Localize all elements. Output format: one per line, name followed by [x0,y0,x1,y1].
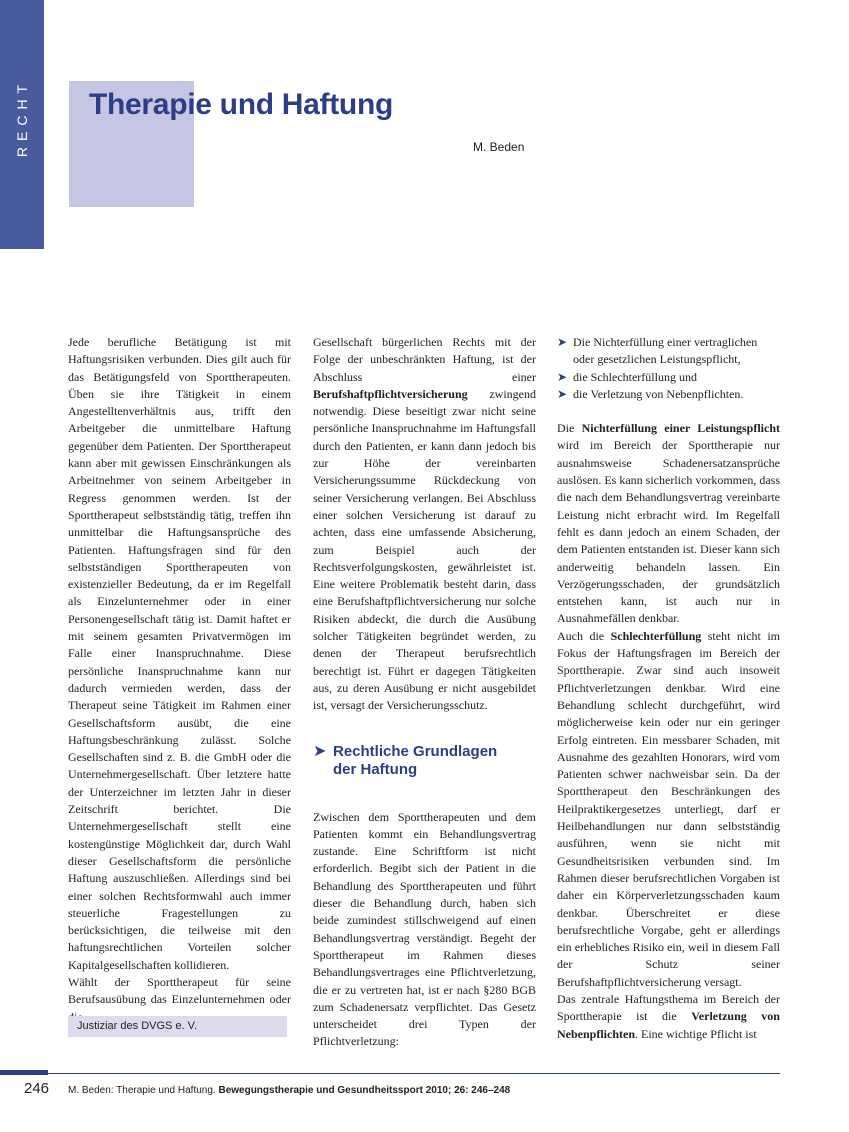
column-2 [313,334,536,1051]
column-1 [68,334,291,1026]
bold-term: Verletzung von Nebenpflichten [557,1009,780,1041]
arrow-bullet-icon: ➤ [557,335,568,349]
paragraph: Zwischen dem Sporttherapeuten und dem Patienten kommt ein Behandlungsvertrag zustande. Eine Schriftform ist nicht erforderlich. Begibt sich der Patient in die Behandlung des Sporttherapeuten und führt dieser die Behandlung durch, haben sich beide zumindest stillschweigend auf einen Behandlungsvertrag verständigt. Begeht der Sporttherapeut im Rahmen dieses Behandlungsvertrages eine Pflichtverletzung, die er zu vertreten hat, ist er nach §280 BGB zum Schadenersatz verpflichtet. Das Gesetz unterscheidet drei Typen der Pflichtverletzung: [313,809,536,1049]
footer-rule-accent [0,1070,48,1075]
section-heading-line-2: der Haftung [333,760,418,778]
paragraph: Auch die Schlechterfüllung steht nicht im Fokus der Haftungsfragen im Bereich der Sporttherapie. Zwar sind auch insoweit Pflichtverletzungen denkbar. Wird eine Behandlung schlecht durchgeführt, wird möglicherweise kein oder nur ein geringer Erfolg eintreten. Ein messbarer Schaden, mit Ausnahme des gezahlten Honorars, wird vom Patienten schwer nachweisbar sein. Da der Sporttherapeut den Beschränkungen des Heilpraktikergesetzes unterliegt, darf er Heilbehandlungen nur dann selbstständig ausführen, wenn sie nicht mit Gesundheitsrisiken verbunden sind. Im Rahmen dieser berufsrechtlichen Vorgaben ist daher ein Körperverletzungsschaden kaum denkbar. Überschreitet er diese berufsrechtliche Vorgabe, geht er allerdings ein erhebliches Risiko ein, weil in diesem Fall der Schutz seiner Berufshaftpflichtversicherung versagt. [557,628,780,989]
list-item: ➤ die Schlechterfüllung und [557,369,780,386]
arrow-bullet-icon: ➤ [557,386,568,401]
list-item: ➤ Die Nichterfüllung einer vertraglichen oder gesetzlichen Leistungspflicht, [557,335,758,367]
page-number: 246 [24,1080,50,1097]
author-affiliation: Justiziar des DVGS e. V. [68,1016,287,1037]
paragraph: Das zentrale Haftungsthema im Bereich der Sporttherapie ist die Verletzung von Nebenpflichten. Eine wichtige Pflicht ist [557,991,780,1041]
paragraph: Gesellschaft bürgerlichen Rechts mit der Folge der unbeschränkten Haftung, ist der Abschluss einer Berufshaftpflichtversicherung zwingend notwendig. Diese beseitigt zwar nicht seine persönliche Inanspruchnahme im Haftungsfall durch den Patienten, er kann dann jedoch bis zur Höhe der vereinbarten Versicherungssumme Rückdeckung von seiner Versicherung verlangen. Bei Abschluss einer solchen Versicherung ist darauf zu achten, dass eine umfassende Absicherung, zum Beispiel auch der Rechtsverfolgungskosten, gewährleistet ist. Eine weitere Problematik besteht darin, dass eine Berufshaftpflichtversicherung nur solche Risiken abdeckt, die durch die Ausübung solcher Tätigkeiten begründet werden, zu denen der Therapeut berufsrechtlich berechtigt ist. Führt er dagegen Tätigkeiten aus, zu deren Ausübung er nicht ausgebildet ist, versagt der Versicherungsschutz. [313,335,536,713]
section-heading [313,743,536,779]
list-item: ➤ die Verletzung von Nebenpflichten. [557,386,780,403]
paragraph: Wählt der Sporttherapeut für seine Berufsausübung das Einzelunternehmen oder [68,974,291,1007]
article-title: Therapie und Haftung [89,88,393,121]
bold-term: Schlechterfüllung [610,628,702,643]
citation: M. Beden: Therapie und Haftung. Bewegungstherapie und Gesundheitssport 2010; 26: 246–248 [68,1085,511,1096]
column-3 [557,334,780,1043]
author: M. Beden [473,140,525,154]
bold-term: Nichterfüllung einer Leistungspflicht [581,421,780,436]
citation-journal: Bewegungstherapie und Gesundheitssport 2010; 26: 246–248 [218,1085,511,1096]
section-tab-label: RECHT [14,78,30,158]
bold-term: Berufshaftpflichtversicherung [313,386,468,401]
arrow-bullet-icon: ➤ [557,369,568,384]
paragraph: Die Nichterfüllung einer Leistungspflicht wird im Bereich der Sporttherapie nur ausnahmsweise Schadenersatzansprüche auslösen. Es kann sicherlich vorkommen, dass die nach dem Behandlungsvertrag vereinbarte Leistung nicht erbracht wird. Im Regelfall fehlt es dann jedoch an einem Schaden, der dem Patienten entstanden ist. Dieser kann sich anderweitig behandeln lassen. Ein Verzögerungsschaden, der grundsätzlich entstehen kann, ist auch nur in Ausnahmefällen denkbar. [557,421,780,626]
section-tab [0,0,44,249]
footer-rule [0,1073,780,1074]
paragraph: Jede berufliche Betätigung ist mit Haftungsrisiken verbunden. Dies gilt auch für das Betätigungsfeld von Sporttherapeuten. Üben sie ihre Tätigkeit in einem Angestelltenverhältnis aus, trifft den Arbeitgeber die unmittelbare Haftung gegenüber dem Patienten. Der Sporttherapeut kann aber mit gewissen Einschränkungen als Arbeitnehmer von seinem Arbeitgeber in Regress genommen werden. Ist der Sporttherapeut selbstständig tätig, treffen ihn unmittelbar die Haftungsansprüche des Patienten. Haftungsfragen sind für den selbstständigen Sporttherapeuten von existenzieller Bedeutung, da er im Regelfall als Einzelunternehmer oder in einer Personengesellschaft tätig ist. Damit haftet er mit seinem gesamten Privatvermögen im Falle einer Inanspruchnahme. Diese persönliche Inanspruchnahme kann nur dadurch vermieden werden, dass der Therapeut seine Tätigkeit im Rahmen einer Gesellschaftsform ausübt, die eine Haftungsbeschränkung zulässt. Solche Gesellschaften sind z. B. die GmbH oder die Unternehmergesellschaft. Über letztere hatte der Unterzeichner im letzten Jahr in dieser Zeitschrift berichtet. Die Unternehmergesellschaft stellt eine kostengünstige Möglichkeit dar, durch Wahl dieser Gesellschaftsform die persönliche Haftung auszuschließen. Allerdings sind bei einer solchen Rechtsformwahl auch immer steuerliche Fragestellungen zu berücksichtigen, die teilweise mit den haftungsrechtlichen Vorteilen solcher Kapitalgesellschaften kollidieren. [68,335,291,972]
section-heading-line-1: Rechtliche Grundlagen [333,742,498,760]
arrow-bullet-icon: ➤ [313,742,327,760]
bullet-list [557,334,780,403]
